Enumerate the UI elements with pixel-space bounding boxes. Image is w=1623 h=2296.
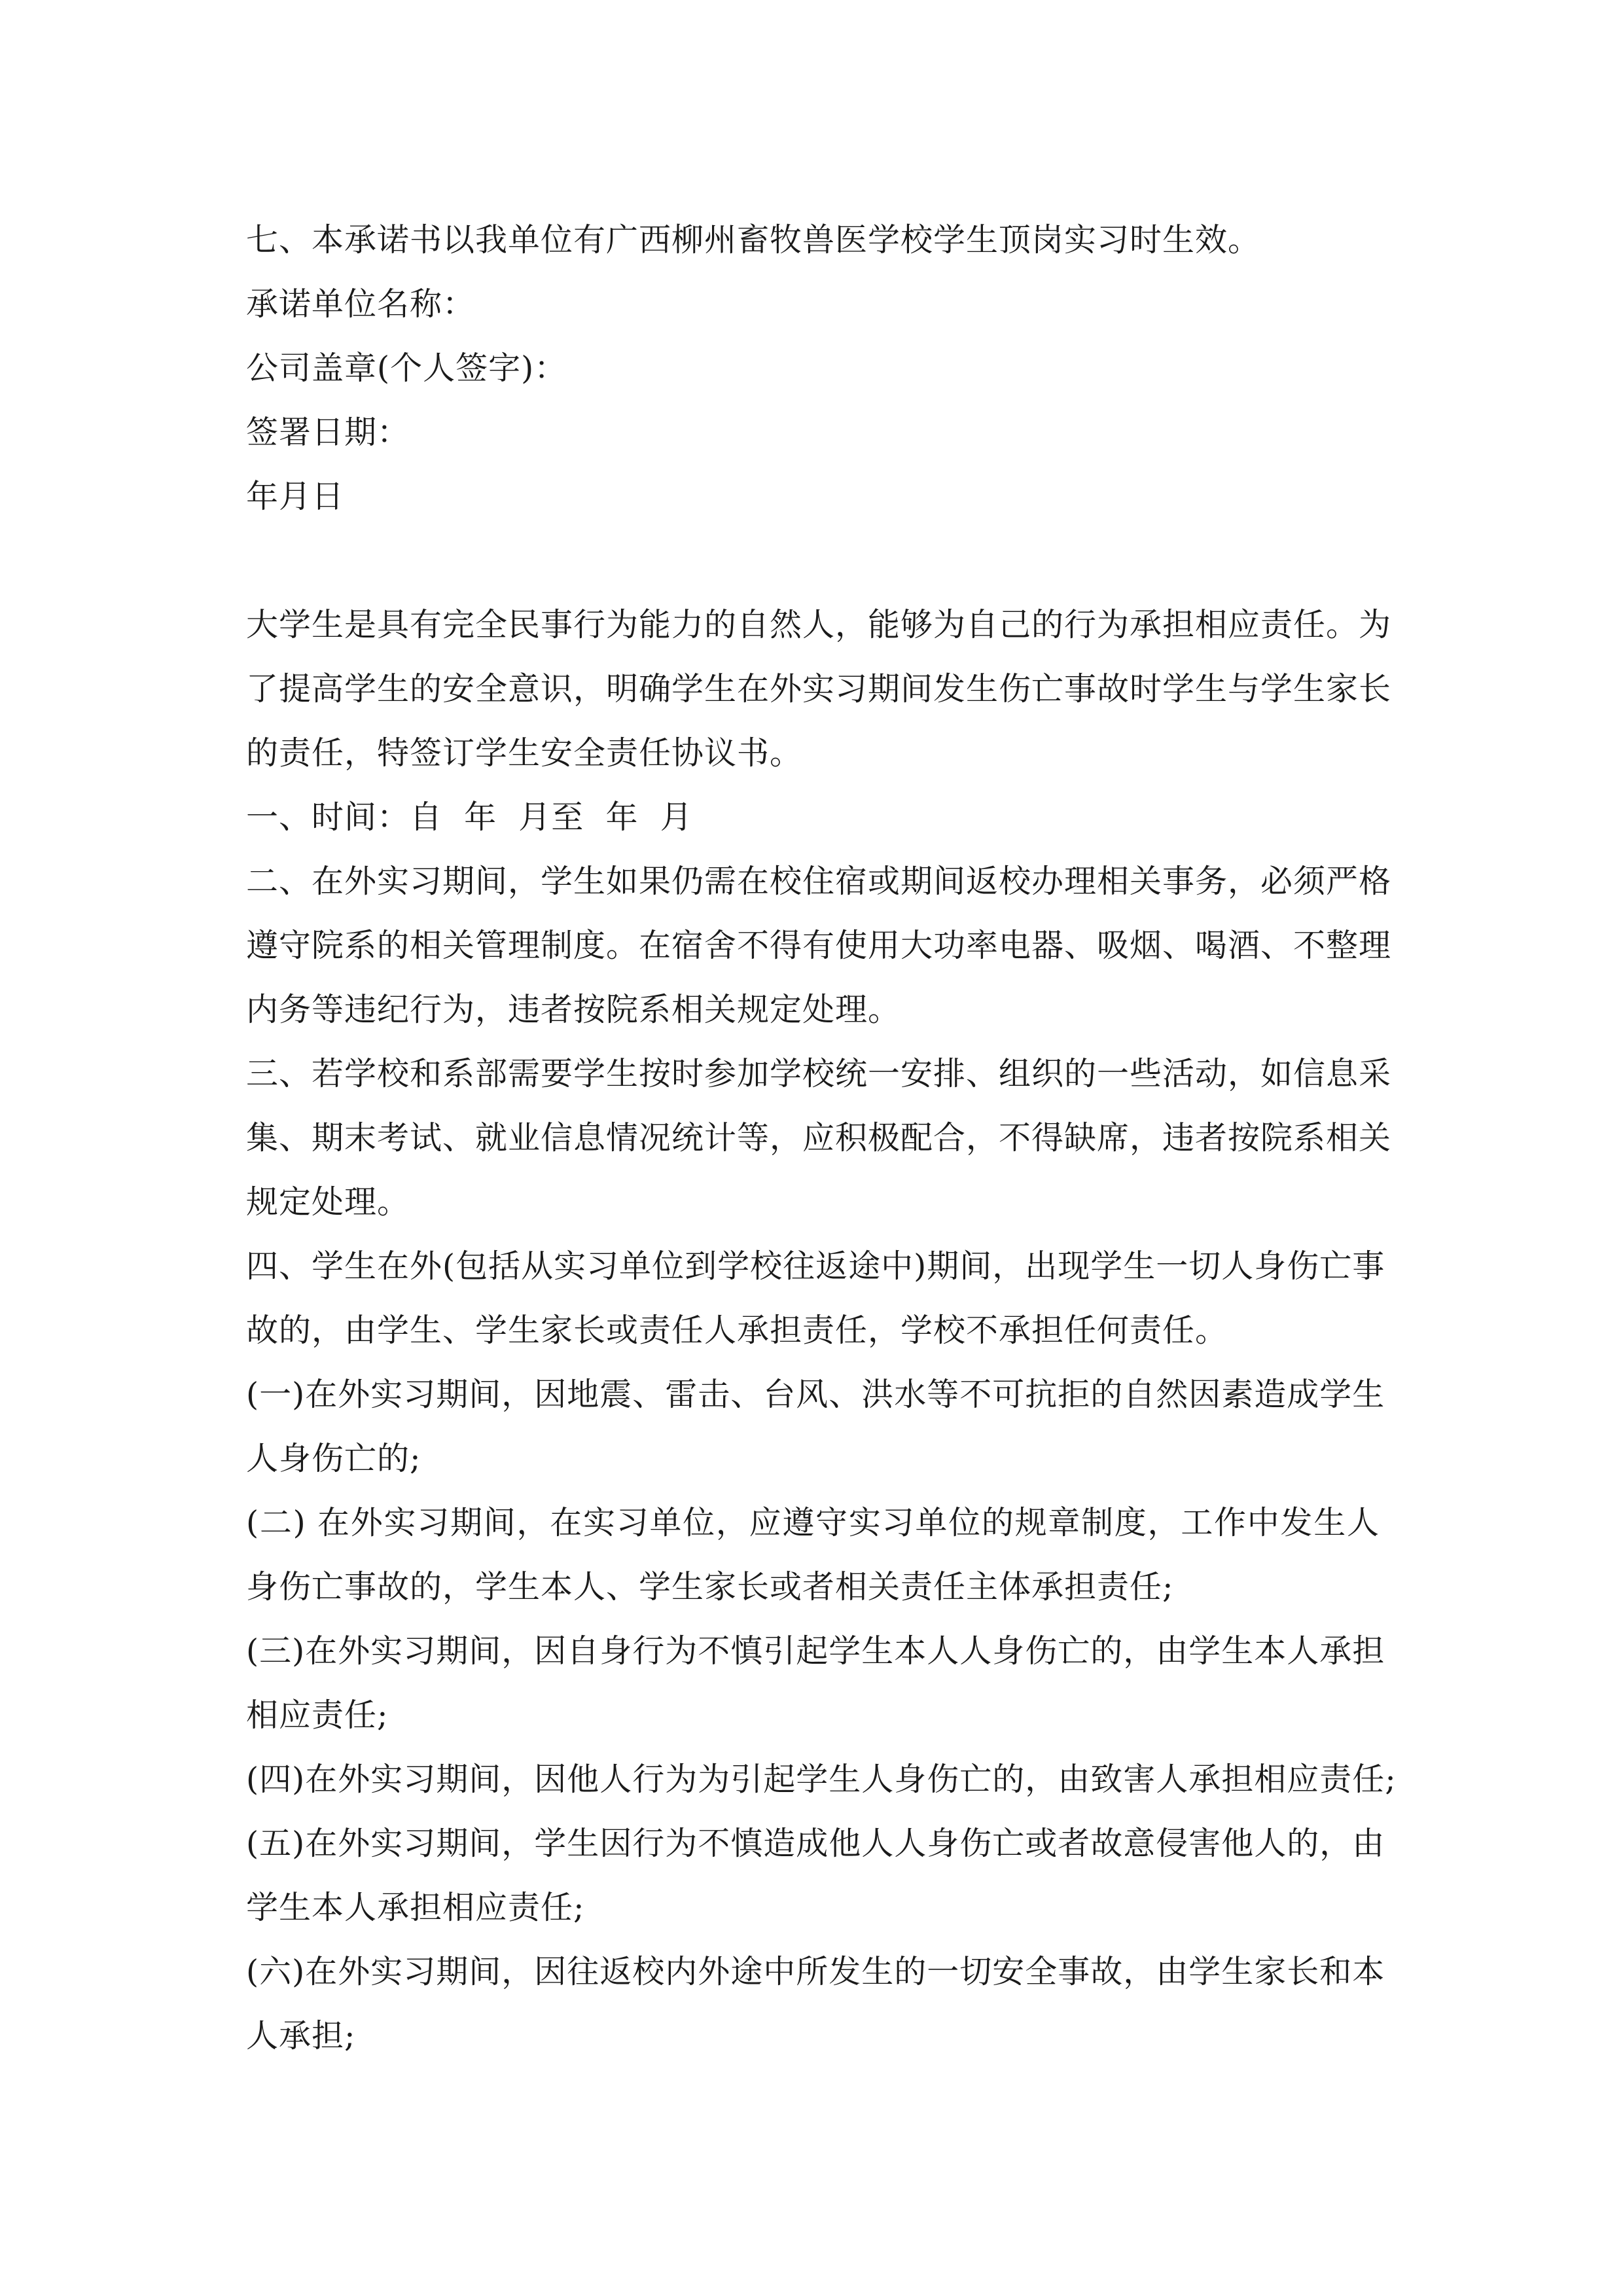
text-line: 二、在外实习期间，学生如果仍需在校住宿或期间返校办理相关事务，必须严格 <box>246 863 1392 900</box>
text-line: 的责任，特签订学生安全责任协议书。 <box>246 734 803 772</box>
text-line: (四)在外实习期间，因他人行为为引起学生人身伤亡的，由致害人承担相应责任; <box>246 1761 1397 1798</box>
text-line: 人身伤亡的; <box>246 1440 421 1477</box>
paragraph-gap <box>246 529 1380 593</box>
text-line: 集、期末考试、就业信息情况统计等，应积极配合，不得缺席，违者按院系相关 <box>246 1119 1392 1157</box>
commitment-block <box>246 208 1380 529</box>
text-line: 公司盖章(个人签字)： <box>246 350 567 387</box>
text-line: 故的，由学生、学生家长或责任人承担责任，学校不承担任何责任。 <box>246 1312 1228 1349</box>
text-line: 四、学生在外(包括从实习单位到学校往返途中)期间，出现学生一切人身伤亡事 <box>246 1247 1385 1285</box>
text-line: 人承担; <box>246 2017 356 2054</box>
text-line: 承诺单位名称： <box>246 285 476 323</box>
text-line: (六)在外实习期间，因往返校内外途中所发生的一切安全事故，由学生家长和本 <box>246 1953 1385 1990</box>
safety-agreement-block <box>246 593 1397 2068</box>
text-line: 七、本承诺书以我单位有广西柳州畜牧兽医学校学生顶岗实习时生效。 <box>246 221 1261 259</box>
text-line: 年月日 <box>246 478 345 515</box>
text-line: (三)在外实习期间，因自身行为不慎引起学生本人人身伤亡的，由学生本人承担 <box>246 1632 1385 1670</box>
text-line: (二) 在外实习期间，在实习单位，应遵守实习单位的规章制度，工作中发生人 <box>246 1504 1380 1541</box>
text-line: 大学生是具有完全民事行为能力的自然人，能够为自己的行为承担相应责任。为 <box>246 606 1392 643</box>
text-line: 相应责任; <box>246 1696 389 1734</box>
document-page <box>246 208 1397 2068</box>
text-line: (五)在外实习期间，学生因行为不慎造成他人人身伤亡或者故意侵害他人的，由 <box>246 1825 1385 1862</box>
text-line: 签署日期： <box>246 414 410 451</box>
text-line: 规定处理。 <box>246 1183 410 1221</box>
text-line: 遵守院系的相关管理制度。在宿舍不得有使用大功率电器、吸烟、喝酒、不整理 <box>246 927 1392 964</box>
text-line: 学生本人承担相应责任; <box>246 1889 585 1926</box>
text-line: 一、时间：自 年 月至 年 月 <box>246 798 693 836</box>
text-line: 了提高学生的安全意识，明确学生在外实习期间发生伤亡事故时学生与学生家长 <box>246 670 1392 708</box>
text-line: 内务等违纪行为，违者按院系相关规定处理。 <box>246 991 901 1028</box>
text-line: 身伤亡事故的，学生本人、学生家长或者相关责任主体承担责任; <box>246 1568 1174 1605</box>
text-line: 三、若学校和系部需要学生按时参加学校统一安排、组织的一些活动，如信息采 <box>246 1055 1392 1092</box>
text-line: (一)在外实习期间，因地震、雷击、台风、洪水等不可抗拒的自然因素造成学生 <box>246 1376 1385 1413</box>
